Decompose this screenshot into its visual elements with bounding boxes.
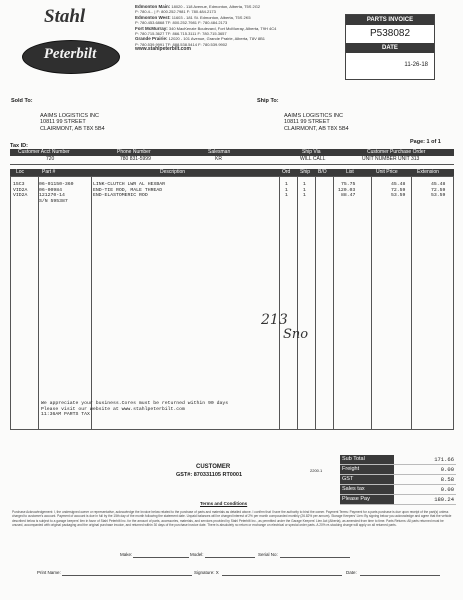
print-name-field[interactable] (62, 575, 192, 576)
subtotal-row: Sub Total 171.66 (342, 456, 454, 463)
peterbilt-wordmark: Peterbilt (43, 46, 97, 62)
signature-field[interactable] (222, 575, 342, 576)
customer-code: 2200.1 (310, 468, 323, 473)
col-bo: B/O (318, 169, 327, 175)
ship-to-address: AAIMS LOGISTICS INC 10811 99 STREET CLAIRMONT, AB T8X 5B4 (284, 113, 349, 132)
branch-list (135, 4, 335, 53)
header-cust-po: Customer Purchase Order (367, 149, 426, 155)
customer-gst: GST#: 870331105 RT0001 (176, 472, 243, 478)
header-ship-via: Ship Via (302, 149, 321, 155)
phone-value: 780 831-5999 (120, 156, 151, 162)
branch-edmonton-main: Edmonton Main: 18020 - 118 Avenue, Edmonton, Alberta, T5S 2G2 P: 780.4... | F: 800.252.7981 F: 780.484.2173 (135, 4, 261, 15)
col-desc: Description (160, 169, 186, 175)
header-salesman: Salesman (208, 149, 231, 155)
branch-grande-prairie: Grande Prairie: 12020 - 101 Avenue, Grande Prairie, Alberta, T8V 8B1 P: 780.539.9991 TF: 888.538.5414 F: 780.539.9902 (135, 36, 266, 47)
stahl-peterbilt-logo (22, 6, 118, 76)
terms-text: Purchase Acknowledgement: I, the undersigned owner or representative, acknowledge the Invoice below related to the purchase of parts and materials as detailed above. I confirm that I have the authority to bind the owner. Payment Terms: Payment for a parts purchase is due upon receipt of the part(s) unless charged to customer's account. Payment of account is due in full by the 15th day of the month following the statement date. Unpaid balances will be charged interest of 2% per month compounded monthly (26.82% per annum). Storage Keepers' Lien: By signing below you acknowledge and agree that the vehicle described below is subject to a garage keepers' lien in favor of Stahl Peterbilt Inc. for the amount of parts, accessories, materials, and services provided by Stahl Peterbilt Inc., as permitted under the Garage Keepers' Lien Act (Alberta), as amended from time to time. Parts Returns: All parts returned must be unused, accompanied with original packaging and the original purchase invoice, and returned within 30 days of the purchase invoice date. There is absolutely no return or exchange on electrical or special order parts. A 20% re-stocking charge will apply on all returned parts. (12, 510, 452, 528)
ship-via-value: WILL CALL (300, 156, 326, 162)
handwritten-note-1: 213 (261, 312, 288, 328)
invoice-number: P538082 (369, 28, 411, 39)
make-field[interactable] (133, 557, 189, 558)
cust-po-value: UNIT NUMBER UNIT 313 (362, 156, 420, 162)
freight-row: Freight 0.00 (342, 466, 454, 473)
model-label: Model: (190, 552, 204, 557)
gst-row: GST 8.58 (342, 476, 454, 483)
branch-edmonton-west: Edmonton West: 11603 - 181 St. Edmonton, Alberta, T5S 2K5 P: 780.453.6868 TF: 800.252.7981 F: 780.484.2173 (135, 14, 251, 26)
tax-id-label: Tax ID: (10, 143, 28, 149)
branch-fort-mcmurray: Fort McMurray: 340 MacKenzie Boulevard, Fort McMurray, Alberta, T9H 4C4 P: 780.715.3627 TF: 866.715.3111 F: 780.715.3657 (135, 25, 277, 37)
line-items: 15C3 06-01150-360 LINK-CLUTCH LWR AL HEXBAR 1 1 75.75 45.48 45.48 VID2A 06-00984 END-TIE ROD, MALE THREAD 1 1 120.03 72.59 72.59 VID2A 121270-14 END-ELASTOMERIC ROD 1 1 88.47 53.59 53.59 S/N 595387 (13, 182, 446, 204)
handwritten-note-2: Sno (283, 327, 309, 342)
terms-title: Terms and Conditions (200, 501, 248, 506)
sales-tax-row: Sales tax 0.00 (342, 486, 454, 493)
cust-acct-value: 720 (46, 156, 55, 162)
stahl-wordmark: Stahl (44, 6, 86, 27)
date-sig-label: Date: (346, 570, 357, 575)
header-phone: Phone Number (117, 149, 151, 155)
signature-label: Signature: X (194, 570, 219, 575)
info-header-row (10, 149, 454, 156)
make-label: Make: (120, 552, 133, 557)
ship-to-label: Ship To: (257, 98, 279, 104)
footer-note: We appreciate your business.Cores must be returned within 90 days Please visit our website at www.stahlpeterbilt.com 11:36AM PARTS TAX (41, 401, 229, 418)
col-ship: Ship (300, 169, 311, 175)
date-label: DATE (346, 43, 434, 53)
col-part: Part # (42, 169, 56, 175)
invoice-label: PARTS INVOICE (346, 15, 434, 25)
date-sig-field[interactable] (360, 575, 440, 576)
invoice-date: 11-26-18 (404, 62, 428, 68)
col-loc: Loc (16, 169, 25, 175)
please-pay-row: Please Pay 180.24 (342, 496, 454, 503)
items-grid (10, 176, 454, 430)
website-link[interactable]: www.stahlpeterbilt.com (135, 46, 191, 53)
items-header-row (10, 169, 454, 176)
serial-label: Serial No: (258, 552, 278, 557)
serial-field[interactable] (280, 557, 350, 558)
serial-number: S/N 595387 (39, 198, 68, 204)
sold-to-label: Sold To: (11, 98, 33, 104)
header-cust-acct: Customer Acct Number (18, 149, 70, 155)
totals-box (340, 455, 456, 505)
col-unit-price: Unit Price (376, 169, 398, 175)
col-list: List (346, 169, 354, 175)
page-indicator: Page: 1 of 1 (410, 139, 441, 145)
model-field[interactable] (205, 557, 255, 558)
sold-to-address: AAIMS LOGISTICS INC 10811 99 STREET CLAIRMONT, AB T8X 5B4 (40, 113, 105, 132)
salesman-value: KR (215, 156, 222, 162)
col-extension: Extension (417, 169, 439, 175)
customer-label: CUSTOMER (196, 464, 231, 470)
col-ord: Ord (282, 169, 291, 175)
print-name-label: Print Name: (37, 570, 61, 575)
info-value-row (10, 156, 454, 165)
invoice-box (345, 14, 435, 80)
